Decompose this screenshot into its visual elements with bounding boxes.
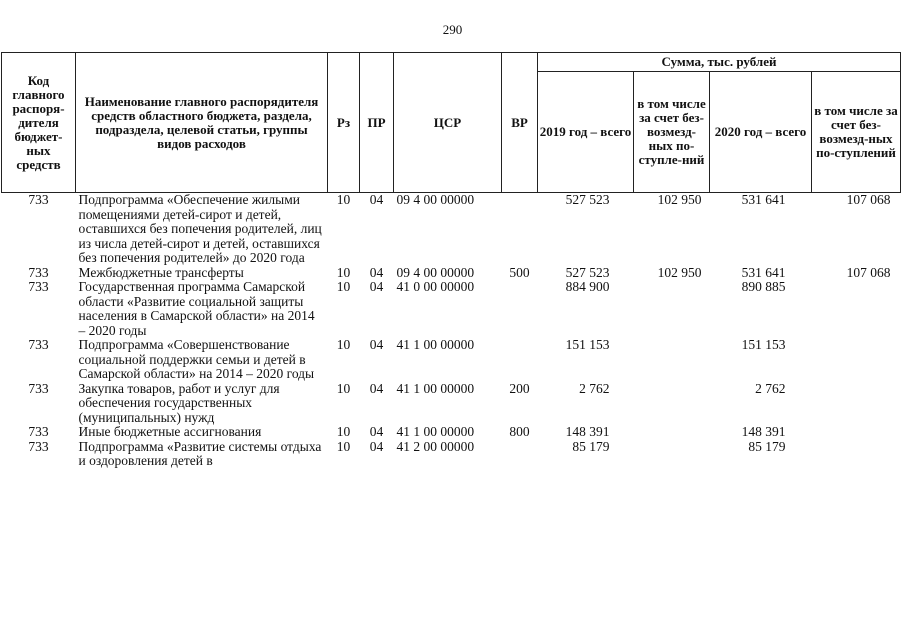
cell-csr: 41 1 00 00000 (396, 424, 475, 439)
cell-csr: 41 1 00 00000 (396, 380, 475, 396)
cell-2020-free: 107 068 (846, 192, 891, 207)
cell-2020-free: 107 068 (846, 264, 891, 280)
table-row (2, 193, 901, 266)
cell-pr: 04 (369, 264, 384, 280)
cell-csr: 41 1 00 00000 (396, 337, 475, 352)
cell-code: 733 (28, 279, 49, 294)
cell-pr: 04 (369, 192, 384, 207)
cell-2019-free (634, 382, 710, 426)
cell-2020-total: 531 641 (741, 264, 786, 280)
table-row (2, 280, 901, 338)
header-csr: ЦСР (394, 53, 502, 193)
cell-rz: 10 (336, 192, 351, 207)
cell-rz: 10 (336, 380, 351, 396)
cell-2019-free (634, 280, 710, 338)
table-body (2, 193, 901, 469)
cell-vr: 200 (509, 380, 530, 396)
cell-code: 733 (28, 337, 49, 352)
table-header (2, 53, 901, 193)
cell-2020-free (812, 338, 901, 382)
cell-vr: 800 (509, 424, 530, 439)
table-row (2, 382, 901, 426)
cell-code: 733 (28, 438, 49, 454)
cell-2020-total: 148 391 (741, 424, 786, 439)
cell-rz: 10 (336, 337, 351, 352)
cell-2019-free (634, 440, 710, 469)
cell-2019-total: 2 762 (579, 380, 610, 396)
cell-name: Подпрограмма «Обеспечение жилыми помещениями детей-сирот и детей, оставшихся без попечения родителей, лиц из числа детей-сирот и детей, оставшихся без попечения родителей» до 2020 года (78, 192, 322, 265)
cell-csr: 09 4 00 00000 (396, 192, 475, 207)
header-rz: Рз (328, 53, 360, 193)
cell-vr (502, 440, 538, 469)
header-pr: ПР (360, 53, 394, 193)
cell-code: 733 (28, 192, 49, 207)
cell-2019-total: 527 523 (565, 192, 610, 207)
cell-2020-free (812, 382, 901, 426)
cell-rz: 10 (336, 438, 351, 454)
cell-pr: 04 (369, 279, 384, 294)
cell-csr: 09 4 00 00000 (396, 264, 475, 280)
header-sum-group: Сумма, тыс. рублей (538, 53, 901, 72)
cell-2020-total: 151 153 (741, 337, 786, 352)
cell-2020-free (812, 425, 901, 440)
header-2019-total: 2019 год – всего (538, 72, 634, 193)
cell-csr: 41 0 00 00000 (396, 279, 475, 294)
cell-name: Подпрограмма «Развитие системы отдыха и оздоровления детей в (78, 438, 322, 468)
cell-2019-free (634, 338, 710, 382)
cell-name: Подпрограмма «Совершенствование социальной поддержки семьи и детей в Самарской области» на 2014 – 2020 годы (78, 337, 315, 381)
cell-2020-free (812, 440, 901, 469)
cell-pr: 04 (369, 424, 384, 439)
budget-table (1, 52, 901, 469)
cell-2020-total: 2 762 (755, 380, 786, 396)
cell-vr (502, 193, 538, 266)
cell-2019-free (634, 425, 710, 440)
table-row (2, 440, 901, 469)
cell-name: Государственная программа Самарской области «Развитие социальной защиты населения в Самарской области» на 2014 – 2020 годы (78, 279, 315, 338)
cell-code: 733 (28, 264, 49, 280)
header-code: Код главного распоря-дителя бюджет-ных средств (2, 53, 76, 193)
header-2020-total: 2020 год – всего (710, 72, 812, 193)
table-row (2, 425, 901, 440)
cell-code: 733 (28, 380, 49, 396)
table-row (2, 266, 901, 281)
cell-rz: 10 (336, 279, 351, 294)
cell-2019-free: 102 950 (657, 192, 702, 207)
cell-code: 733 (28, 424, 49, 439)
cell-2019-total: 85 179 (572, 438, 610, 454)
cell-pr: 04 (369, 380, 384, 396)
cell-2019-free: 102 950 (657, 264, 702, 280)
cell-2020-total: 85 179 (748, 438, 786, 454)
cell-2019-total: 884 900 (565, 279, 610, 294)
cell-name: Иные бюджетные ассигнования (78, 424, 262, 439)
table-row (2, 338, 901, 382)
cell-2020-free (812, 280, 901, 338)
cell-vr: 500 (509, 264, 530, 280)
cell-csr: 41 2 00 00000 (396, 438, 475, 454)
cell-name: Межбюджетные трансферты (78, 264, 244, 280)
cell-rz: 10 (336, 424, 351, 439)
cell-vr (502, 338, 538, 382)
header-2019-free: в том числе за счет без-возмезд-ных по-ступле-ний (634, 72, 710, 193)
cell-rz: 10 (336, 264, 351, 280)
cell-pr: 04 (369, 337, 384, 352)
cell-2020-total: 890 885 (741, 279, 786, 294)
cell-name: Закупка товаров, работ и услуг для обеспечения государственных (муниципальных) нужд (78, 380, 280, 425)
page-number: 290 (442, 22, 463, 37)
header-vr: ВР (502, 53, 538, 193)
cell-2019-total: 148 391 (565, 424, 610, 439)
cell-vr (502, 280, 538, 338)
header-name: Наименование главного распорядителя средств областного бюджета, раздела, подраздела, целевой статьи, группы видов расходов (76, 53, 328, 193)
header-2020-free: в том числе за счет без-возмезд-ных по-ступлений (812, 72, 901, 193)
cell-2020-total: 531 641 (741, 192, 786, 207)
cell-2019-total: 151 153 (565, 337, 610, 352)
cell-pr: 04 (369, 438, 384, 454)
cell-2019-total: 527 523 (565, 264, 610, 280)
